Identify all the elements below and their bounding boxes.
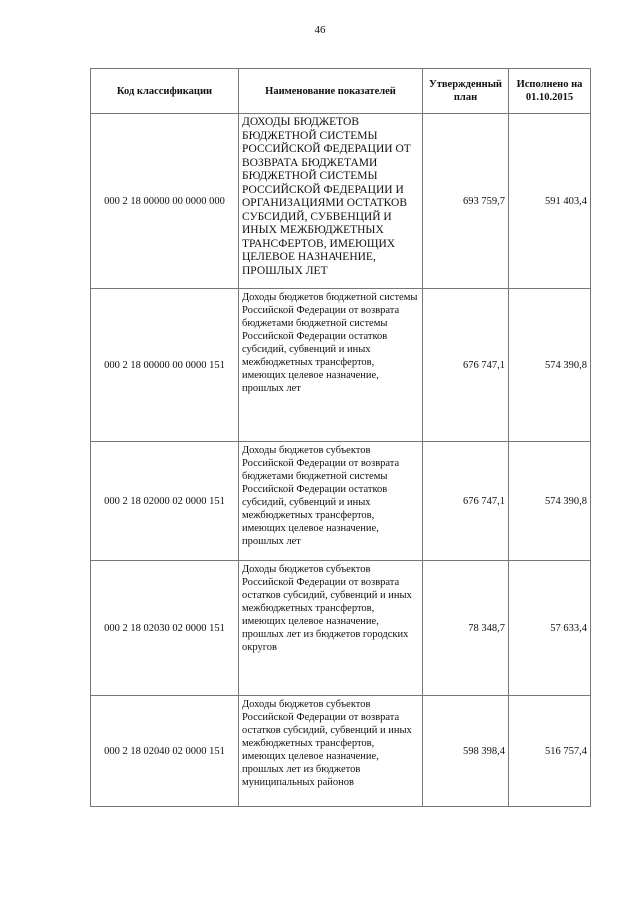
row-done: 57 633,4 [509,561,591,696]
budget-table [90,68,591,807]
header-code: Код классификации [91,69,239,114]
row-done: 574 390,8 [509,442,591,561]
row-code: 000 2 18 00000 00 0000 151 [91,289,239,442]
table-row [91,561,591,696]
row-code: 000 2 18 00000 00 0000 000 [91,114,239,289]
header-plan: Утвержденный план [423,69,509,114]
row-done: 516 757,4 [509,696,591,807]
row-done: 591 403,4 [509,114,591,289]
row-done: 574 390,8 [509,289,591,442]
row-code: 000 2 18 02030 02 0000 151 [91,561,239,696]
header-name: Наименование показателей [239,69,423,114]
table-row [91,442,591,561]
row-plan: 676 747,1 [423,289,509,442]
table-header-row [91,69,591,114]
row-name: Доходы бюджетов субъектов Российской Федерации от возврата остатков субсидий, субвенций и иных межбюджетных трансфертов, имеющих целевое назначение, прошлых лет из бюджетов городских округов [239,561,423,696]
row-plan: 78 348,7 [423,561,509,696]
row-plan: 693 759,7 [423,114,509,289]
row-code: 000 2 18 02000 02 0000 151 [91,442,239,561]
row-name: Доходы бюджетов бюджетной системы Российской Федерации от возврата бюджетами бюджетной системы Российской Федерации остатков субсидий, субвенций и иных межбюджетных трансфертов, имеющих целевое назначение, прошлых лет [239,289,423,442]
row-plan: 676 747,1 [423,442,509,561]
row-name: Доходы бюджетов субъектов Российской Федерации от возврата бюджетами бюджетной системы Российской Федерации остатков субсидий, субвенций и иных межбюджетных трансфертов, имеющих целевое назначение, прошлых лет [239,442,423,561]
row-plan: 598 398,4 [423,696,509,807]
table-row [91,289,591,442]
page-number: 46 [314,24,326,36]
table-row [91,696,591,807]
header-done: Исполнено на 01.10.2015 [509,69,591,114]
row-name: Доходы бюджетов субъектов Российской Федерации от возврата остатков субсидий, субвенций и иных межбюджетных трансфертов, имеющих целевое назначение, прошлых лет из бюджетов муниципальных районов [239,696,423,807]
row-name: ДОХОДЫ БЮДЖЕТОВ БЮДЖЕТНОЙ СИСТЕМЫ РОССИЙСКОЙ ФЕДЕРАЦИИ ОТ ВОЗВРАТА БЮДЖЕТАМИ БЮДЖЕТНОЙ СИСТЕМЫ РОССИЙСКОЙ ФЕДЕРАЦИИ И ОРГАНИЗАЦИЯМИ ОСТАТКОВ СУБСИДИЙ, СУБВЕНЦИЙ И ИНЫХ МЕЖБЮДЖЕТНЫХ ТРАНСФЕРТОВ, ИМЕЮЩИХ ЦЕЛЕВОЕ НАЗНАЧЕНИЕ, ПРОШЛЫХ ЛЕТ [239,114,423,289]
row-code: 000 2 18 02040 02 0000 151 [91,696,239,807]
table-row [91,114,591,289]
